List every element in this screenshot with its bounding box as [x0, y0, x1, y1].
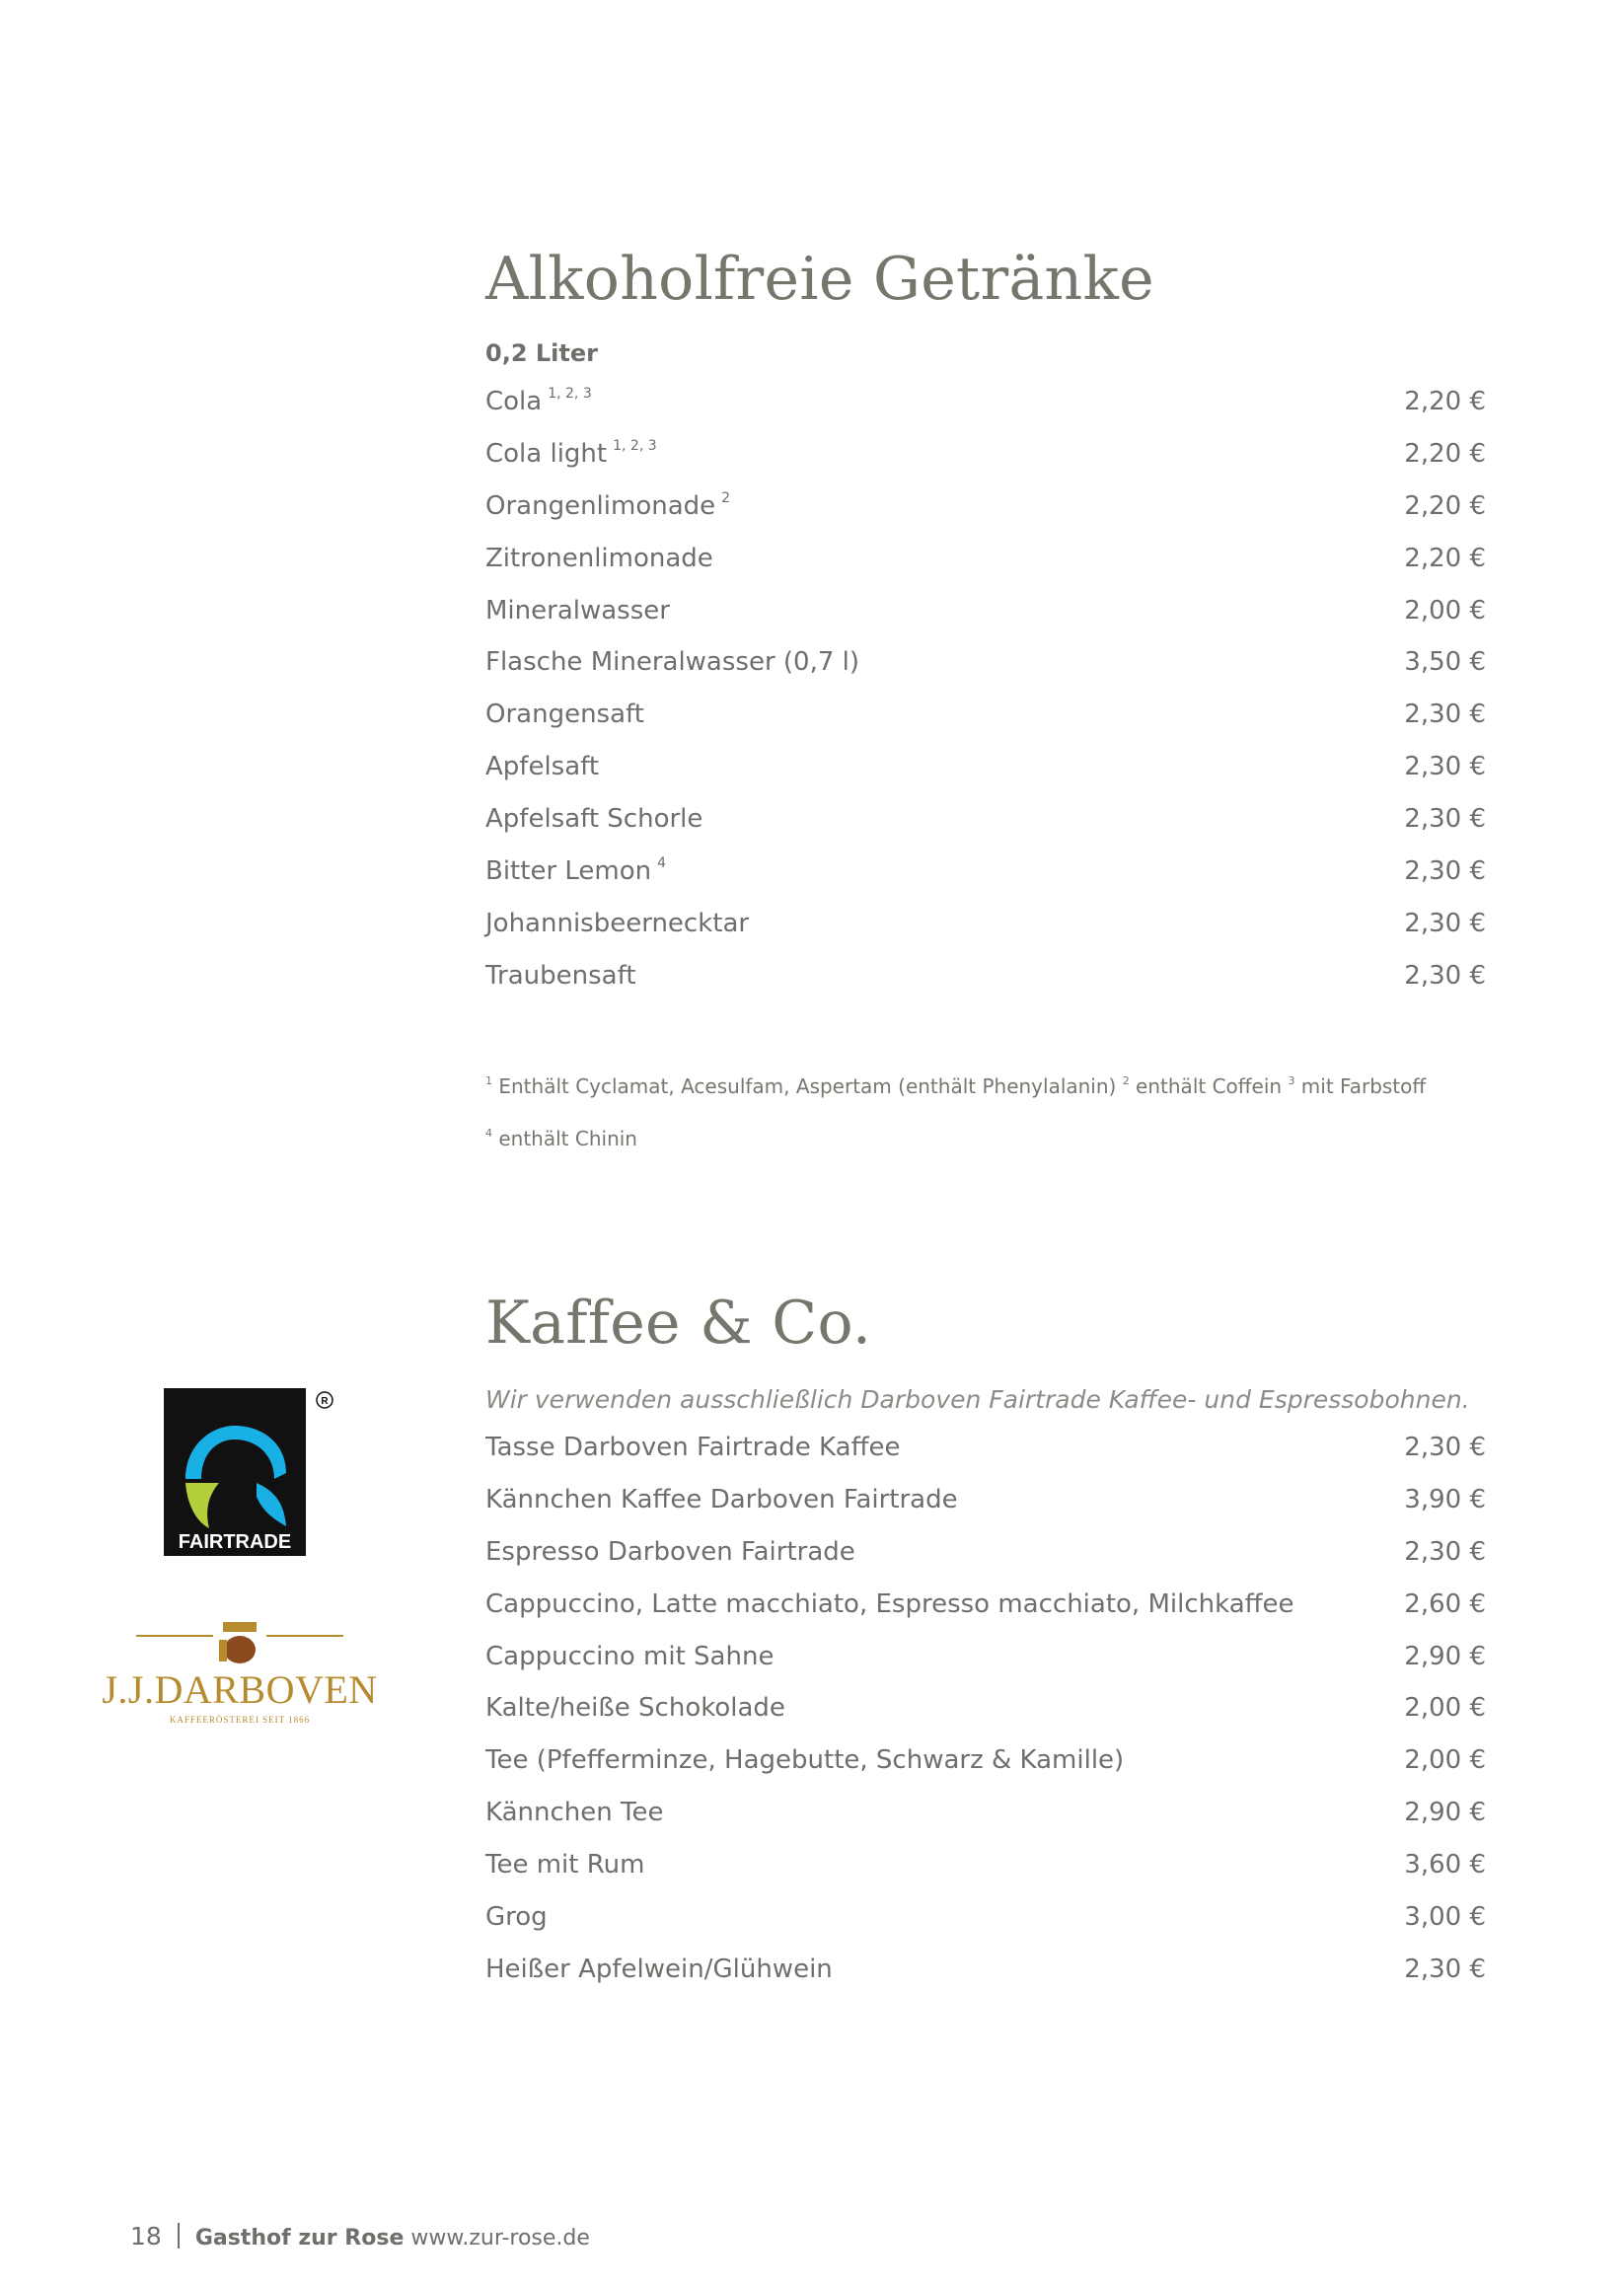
footnote-mark: 3 [1288, 1073, 1295, 1087]
menu-item [485, 532, 1486, 584]
menu-item-label: Johannisbeernecktar [485, 908, 750, 938]
menu-item-label: Apfelsaft Schorle [485, 804, 703, 835]
menu-item-allergen-refs: 2 [721, 489, 731, 506]
menu-item-name [485, 647, 859, 677]
menu-item-name [485, 1642, 774, 1671]
menu-item-name [485, 1902, 548, 1932]
menu-item-label: Espresso Darboven Fairtrade [485, 1536, 855, 1567]
menu-item-name [485, 1745, 1124, 1775]
menu-item-label: Tasse Darboven Fairtrade Kaffee [485, 1433, 901, 1462]
section-subheading: 0,2 Liter [485, 339, 598, 367]
section-alkoholfreie-getraenke [485, 245, 1486, 1179]
menu-item [485, 584, 1486, 636]
menu-item-label: Orangensaft [485, 700, 644, 730]
menu-item-price: 2,30 € [1404, 960, 1486, 991]
menu-item-name [485, 1589, 1294, 1619]
menu-item-price: 2,20 € [1404, 387, 1486, 416]
menu-item-price: 2,30 € [1404, 1954, 1486, 1984]
registered-mark-text: R [321, 1396, 329, 1407]
menu-list [485, 1421, 1486, 1995]
footnotes [485, 1074, 1486, 1179]
darboven-logo-text: J.J.DARBOVEN [102, 1667, 378, 1712]
menu-item-name [485, 1485, 958, 1514]
menu-item-label: Mineralwasser [485, 595, 670, 626]
menu-item-label: Traubensaft [485, 960, 636, 991]
menu-item [485, 1943, 1486, 1995]
menu-item-label: Apfelsaft [485, 752, 600, 782]
menu-item-label: Bitter Lemon [485, 856, 652, 887]
footer-name: Gasthof zur Rose [194, 2226, 405, 2251]
menu-item-label: Kalte/heiße Schokolade [485, 1693, 785, 1724]
footnote-text: enthält Coffein [1129, 1073, 1289, 1098]
menu-item-price: 2,30 € [1404, 856, 1486, 887]
fairtrade-logo-graphic [164, 1388, 337, 1562]
menu-item-name [485, 596, 670, 626]
menu-item-name [485, 909, 749, 938]
menu-item-name [485, 1433, 900, 1462]
footnote-line-1 [485, 1074, 1486, 1127]
menu-item [485, 1421, 1486, 1473]
menu-item [485, 480, 1486, 532]
menu-item-name [485, 961, 636, 991]
section-title: Kaffee & Co. [485, 1289, 872, 1358]
menu-item-name [485, 1798, 663, 1827]
menu-item [485, 1681, 1486, 1734]
menu-item-price: 2,60 € [1404, 1588, 1486, 1619]
menu-item [485, 792, 1486, 845]
menu-item [485, 1578, 1486, 1630]
menu-item [485, 740, 1486, 792]
menu-item [485, 1630, 1486, 1682]
menu-item [485, 949, 1486, 1001]
menu-item-price: 3,00 € [1404, 1902, 1486, 1933]
menu-item-name [485, 387, 592, 416]
menu-item-label: Flasche Mineralwasser (0,7 l) [485, 647, 860, 678]
footnote-text: Enthält Cyclamat, Acesulfam, Aspertam (enthält Phenylalanin) [492, 1073, 1123, 1098]
menu-item-allergen-refs: 1, 2, 3 [613, 437, 657, 454]
menu-item-name [485, 856, 666, 886]
footnote-mark: 2 [1122, 1073, 1130, 1087]
menu-item-price: 2,30 € [1404, 1433, 1486, 1462]
menu-item-label: Cola [485, 387, 543, 416]
menu-item-label: Heißer Apfelwein/Glühwein [485, 1954, 833, 1984]
menu-item-price: 2,00 € [1404, 1745, 1486, 1776]
menu-item-price: 3,50 € [1404, 647, 1486, 678]
darboven-logo-graphic [97, 1614, 383, 1742]
menu-item-label: Cappuccino, Latte macchiato, Espresso macchiato, Milchkaffee [485, 1588, 1294, 1619]
menu-item-label: Cola light [485, 438, 608, 469]
menu-item [485, 1890, 1486, 1943]
menu-item [485, 897, 1486, 949]
menu-item-name [485, 1850, 644, 1880]
menu-item-price: 2,90 € [1404, 1798, 1486, 1828]
menu-item-price: 2,00 € [1404, 1693, 1486, 1724]
menu-item-price: 2,20 € [1404, 490, 1486, 521]
menu-item [485, 1525, 1486, 1578]
footnote-text: mit Farbstoff [1294, 1073, 1427, 1098]
menu-item-label: Tee mit Rum [485, 1850, 645, 1881]
menu-item-price: 2,30 € [1404, 1536, 1486, 1567]
menu-item-name [485, 752, 599, 781]
menu-item [485, 1786, 1486, 1838]
menu-item-label: Orangenlimonade [485, 490, 716, 521]
menu-item [485, 427, 1486, 480]
menu-item-price: 2,00 € [1404, 595, 1486, 626]
menu-list [485, 375, 1486, 1001]
menu-item-name [485, 491, 730, 521]
menu-item-name [485, 544, 713, 573]
footnote-mark: 1 [485, 1073, 492, 1087]
menu-item-label: Grog [485, 1902, 548, 1933]
menu-item [485, 635, 1486, 688]
menu-item-price: 2,30 € [1404, 908, 1486, 938]
darboven-emblem-top [223, 1622, 257, 1632]
menu-item-price: 2,30 € [1404, 804, 1486, 835]
coffee-bean-icon [224, 1636, 256, 1663]
menu-item-price: 3,90 € [1404, 1484, 1486, 1514]
menu-item [485, 1734, 1486, 1786]
menu-item-name [485, 439, 657, 469]
menu-item-price: 2,20 € [1404, 438, 1486, 469]
footnote-line-2 [485, 1127, 1486, 1179]
menu-item-allergen-refs: 4 [657, 855, 667, 872]
page-number: 18 [130, 2222, 162, 2251]
menu-item-label: Kännchen Kaffee Darboven Fairtrade [485, 1484, 958, 1514]
menu-item-price: 2,90 € [1404, 1641, 1486, 1671]
fairtrade-logo-dot [227, 1451, 255, 1479]
page-footer [130, 2222, 590, 2251]
menu-item [485, 1473, 1486, 1525]
menu-item [485, 1838, 1486, 1890]
menu-item-label: Zitronenlimonade [485, 543, 713, 573]
darboven-emblem-side [219, 1640, 227, 1661]
footnote-text: enthält Chinin [492, 1126, 637, 1150]
fairtrade-logo [164, 1388, 337, 1562]
footer-url: www.zur-rose.de [404, 2226, 590, 2251]
menu-item-label: Cappuccino mit Sahne [485, 1641, 775, 1671]
menu-item-price: 2,20 € [1404, 543, 1486, 573]
menu-item-label: Tee (Pfefferminze, Hagebutte, Schwarz & Kamille) [485, 1745, 1125, 1776]
menu-item [485, 688, 1486, 740]
menu-item-name [485, 804, 702, 834]
menu-item-name [485, 1693, 785, 1723]
section-note: Wir verwenden ausschließlich Darboven Fairtrade Kaffee- und Espressobohnen. [485, 1385, 1470, 1414]
footer-separator [178, 2223, 180, 2249]
menu-item-price: 2,30 € [1404, 752, 1486, 782]
menu-item-allergen-refs: 1, 2, 3 [548, 386, 592, 402]
section-kaffee [485, 1289, 1486, 1995]
menu-item-name [485, 700, 644, 729]
footnote-mark: 4 [485, 1126, 492, 1140]
menu-item-name [485, 1537, 855, 1567]
menu-item-price: 3,60 € [1404, 1850, 1486, 1881]
darboven-logo-subtext: KAFFEERÖSTEREI SEIT 1866 [169, 1715, 311, 1725]
darboven-logo [97, 1614, 383, 1742]
menu-item-label: Kännchen Tee [485, 1798, 664, 1828]
menu-item [485, 375, 1486, 427]
fairtrade-logo-text: FAIRTRADE [178, 1531, 292, 1553]
menu-item-price: 2,30 € [1404, 700, 1486, 730]
section-title: Alkoholfreie Getränke [485, 245, 1154, 314]
menu-item [485, 845, 1486, 897]
menu-item-name [485, 1955, 833, 1984]
